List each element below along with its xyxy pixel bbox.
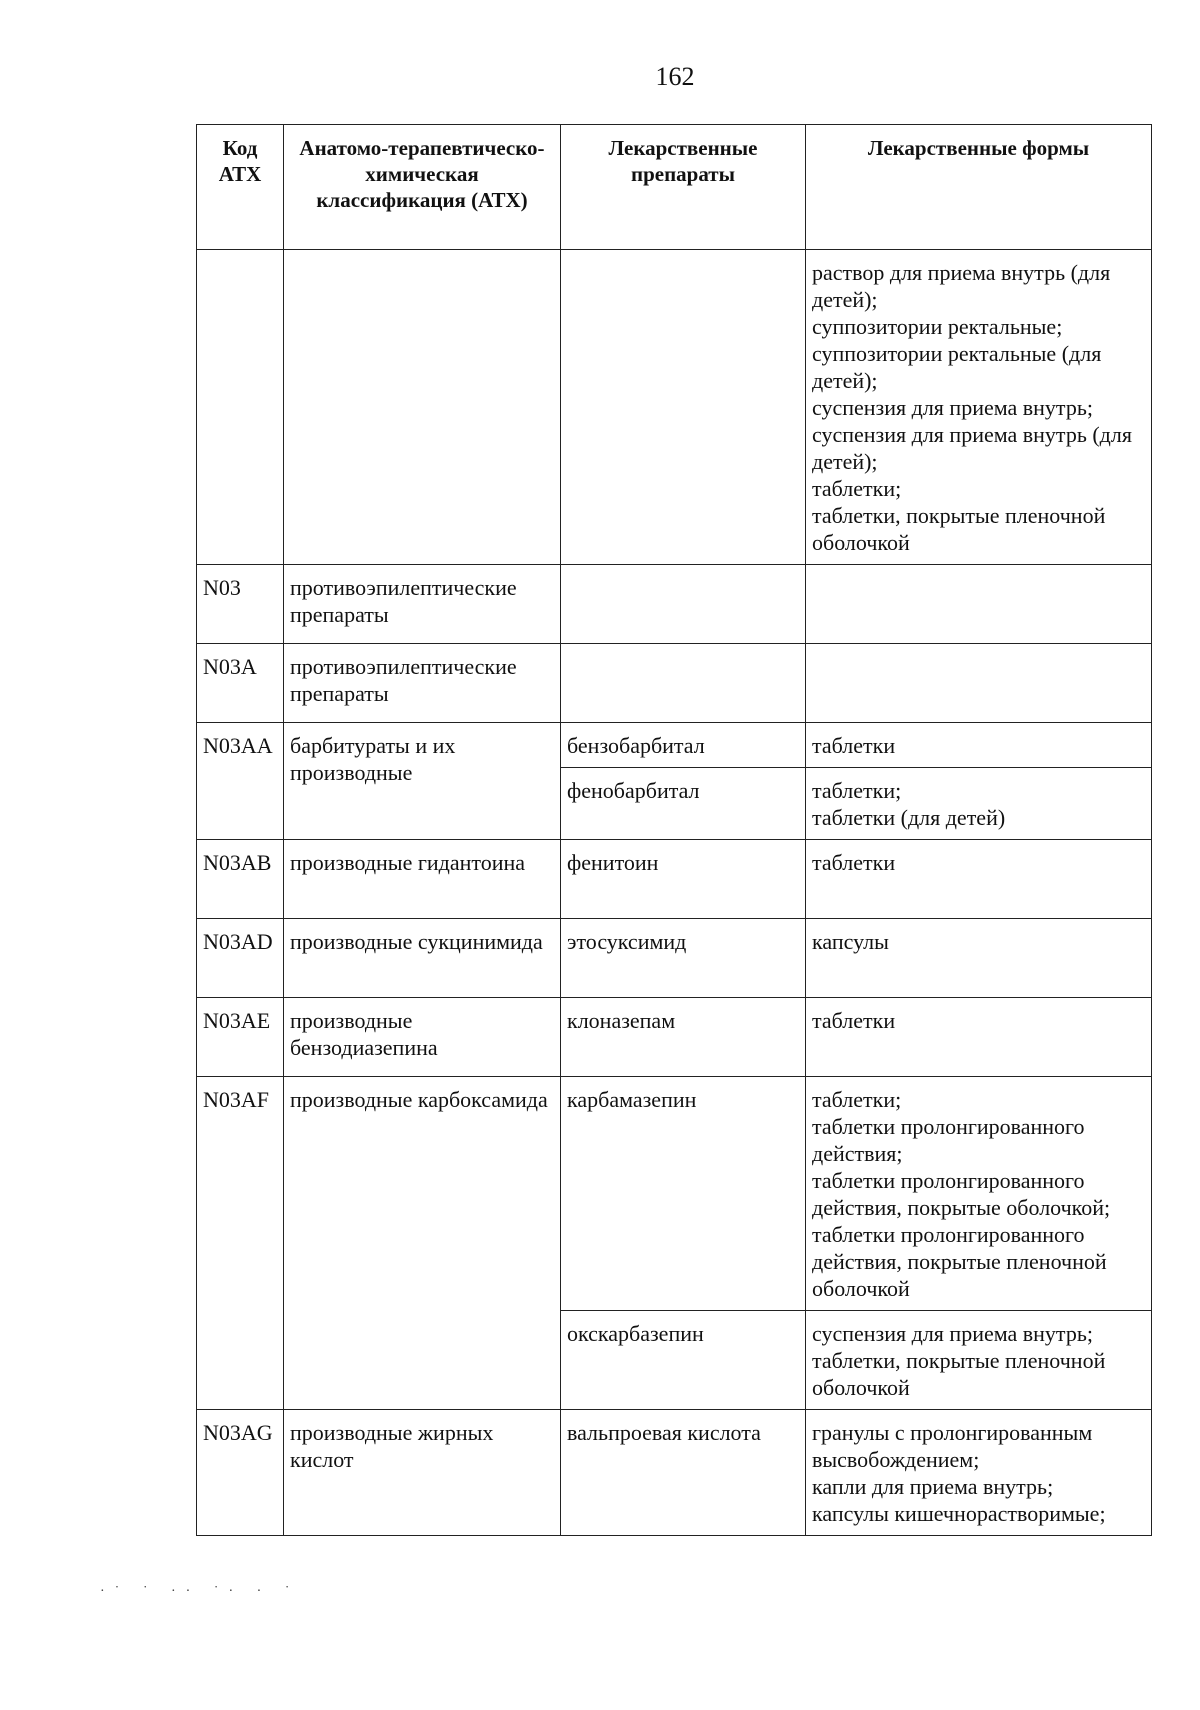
- cell-code: N03AA: [197, 723, 284, 840]
- cell-forms-empty: [806, 644, 1152, 723]
- header-drugs: Лекарственные препараты: [561, 125, 806, 250]
- cell-drug-empty: [561, 565, 806, 644]
- form-line: таблетки пролонгированного действия, покрытые оболочкой;: [812, 1168, 1111, 1220]
- cell-forms: [806, 1410, 1152, 1536]
- page-number: 162: [655, 62, 695, 91]
- cell-drug: клоназепам: [561, 998, 806, 1077]
- cell-drug: фенитоин: [561, 840, 806, 919]
- table-row-n03ae: [197, 998, 1152, 1077]
- cell-classification: производные сукцинимида: [284, 919, 561, 998]
- form-line: таблетки: [812, 1008, 896, 1033]
- cell-drug-empty: [561, 250, 806, 565]
- form-line: суспензия для приема внутрь;: [812, 395, 1093, 420]
- table-row-n03ad: [197, 919, 1152, 998]
- header-atc-code: Код АТХ: [197, 125, 284, 250]
- form-line: таблетки (для детей): [812, 805, 1006, 830]
- cell-drug: вальпроевая кислота: [561, 1410, 806, 1536]
- scan-artifact: ·˙ ˙ ·· ˙· · ˙: [100, 1584, 300, 1599]
- form-line: суспензия для приема внутрь (для детей);: [812, 422, 1132, 474]
- form-line: таблетки;: [812, 476, 902, 501]
- cell-forms-continuation: [806, 250, 1152, 565]
- table-row-n03ag: [197, 1410, 1152, 1536]
- cell-drug-empty: [561, 644, 806, 723]
- cell-forms: [806, 919, 1152, 998]
- form-line: таблетки: [812, 850, 896, 875]
- table-row-n03a: [197, 644, 1152, 723]
- cell-code: N03AB: [197, 840, 284, 919]
- table-row-n03: [197, 565, 1152, 644]
- cell-code: N03A: [197, 644, 284, 723]
- cell-forms-empty: [806, 565, 1152, 644]
- table-row-n03ab: [197, 840, 1152, 919]
- table-row-continuation: [197, 250, 1152, 565]
- cell-code: N03AF: [197, 1077, 284, 1410]
- form-line: суппозитории ректальные (для детей);: [812, 341, 1102, 393]
- form-line: гранулы с пролонгированным высвобождением;: [812, 1420, 1093, 1472]
- cell-forms: [806, 1077, 1152, 1311]
- cell-code: N03: [197, 565, 284, 644]
- cell-classification: барбитураты и их производные: [284, 723, 561, 840]
- cell-drug: окскарбазепин: [561, 1311, 806, 1410]
- form-line: таблетки пролонгированного действия;: [812, 1114, 1085, 1166]
- cell-forms: [806, 840, 1152, 919]
- form-line: капсулы кишечнорастворимые;: [812, 1501, 1106, 1526]
- form-line: суспензия для приема внутрь;: [812, 1321, 1093, 1346]
- header-dosage-forms: Лекарственные формы: [806, 125, 1152, 250]
- form-line: капли для приема внутрь;: [812, 1474, 1054, 1499]
- form-line: раствор для приема внутрь (для детей);: [812, 260, 1111, 312]
- cell-code: N03AG: [197, 1410, 284, 1536]
- form-line: капсулы: [812, 929, 889, 954]
- cell-code: N03AD: [197, 919, 284, 998]
- form-line: таблетки: [812, 733, 896, 758]
- form-line: таблетки пролонгированного действия, покрытые пленочной оболочкой: [812, 1222, 1107, 1301]
- form-line: суппозитории ректальные;: [812, 314, 1063, 339]
- cell-code: N03AE: [197, 998, 284, 1077]
- cell-classification: противоэпилептические препараты: [284, 644, 561, 723]
- table-row-n03aa: [197, 723, 1152, 768]
- form-line: таблетки;: [812, 1087, 902, 1112]
- table-header-row: [197, 125, 1152, 250]
- cell-drug: фенобарбитал: [561, 768, 806, 840]
- cell-classification: производные карбоксамида: [284, 1077, 561, 1410]
- cell-forms: [806, 1311, 1152, 1410]
- cell-classification-empty: [284, 250, 561, 565]
- form-line: таблетки, покрытые пленочной оболочкой: [812, 503, 1106, 555]
- cell-drug: бензобарбитал: [561, 723, 806, 768]
- cell-classification: производные бензодиазепина: [284, 998, 561, 1077]
- form-line: таблетки;: [812, 778, 902, 803]
- cell-classification: производные жирных кислот: [284, 1410, 561, 1536]
- atc-drug-table: [196, 124, 1152, 1536]
- cell-drug: этосуксимид: [561, 919, 806, 998]
- cell-forms: [806, 723, 1152, 768]
- cell-forms: [806, 768, 1152, 840]
- header-atc-classification: Анатомо-терапевтическо-химическая классификация (АТХ): [284, 125, 561, 250]
- cell-forms: [806, 998, 1152, 1077]
- cell-classification: производные гидантоина: [284, 840, 561, 919]
- form-line: таблетки, покрытые пленочной оболочкой: [812, 1348, 1106, 1400]
- table-row-n03af: [197, 1077, 1152, 1311]
- cell-classification: противоэпилептические препараты: [284, 565, 561, 644]
- cell-code-empty: [197, 250, 284, 565]
- cell-drug: карбамазепин: [561, 1077, 806, 1311]
